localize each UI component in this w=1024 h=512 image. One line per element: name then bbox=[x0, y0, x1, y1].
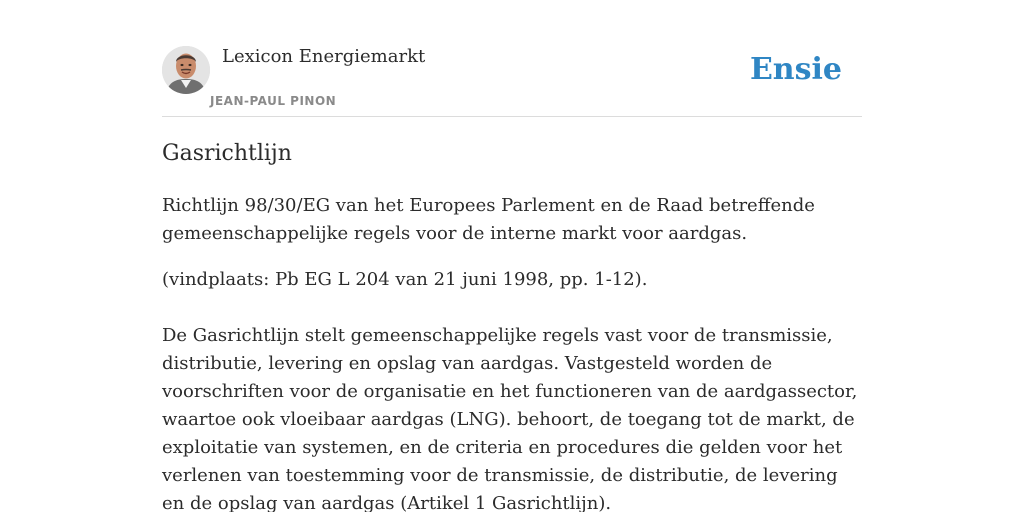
entry-title: Gasrichtlijn bbox=[162, 141, 292, 166]
entry-description: De Gasrichtlijn stelt gemeenschappelijke regels vast voor de transmissie, distributie, levering en opslag van aardgas. Vastgesteld worden de voorschriften voor de organisatie en het functioneren van de aardgassector, waartoe ook vloeibaar aardgas (LNG). behoort, de toegang tot de markt, de exploitatie van systemen, en de criteria en procedures die gelden voor het verlenen van toestemming voor de transmissie, de distributie, de levering en de opslag van aardgas (Artikel 1 Gasrichtlijn). bbox=[162, 325, 858, 512]
entry-definition: Richtlijn 98/30/EG van het Europees Parlement en de Raad betreffende gemeenschappelijke regels voor de interne markt voor aardgas. bbox=[162, 195, 815, 244]
ensie-logo[interactable]: Ensie bbox=[749, 52, 842, 87]
author-name[interactable]: JEAN-PAUL PINON bbox=[210, 94, 337, 108]
author-portrait-icon bbox=[162, 46, 210, 94]
entry-content bbox=[162, 138, 862, 512]
author-avatar[interactable] bbox=[162, 46, 210, 94]
lexicon-title[interactable]: Lexicon Energiemarkt bbox=[222, 46, 426, 67]
lexicon-header bbox=[162, 46, 862, 117]
entry-source: (vindplaats: Pb EG L 204 van 21 juni 1998, pp. 1-12). bbox=[162, 269, 648, 290]
